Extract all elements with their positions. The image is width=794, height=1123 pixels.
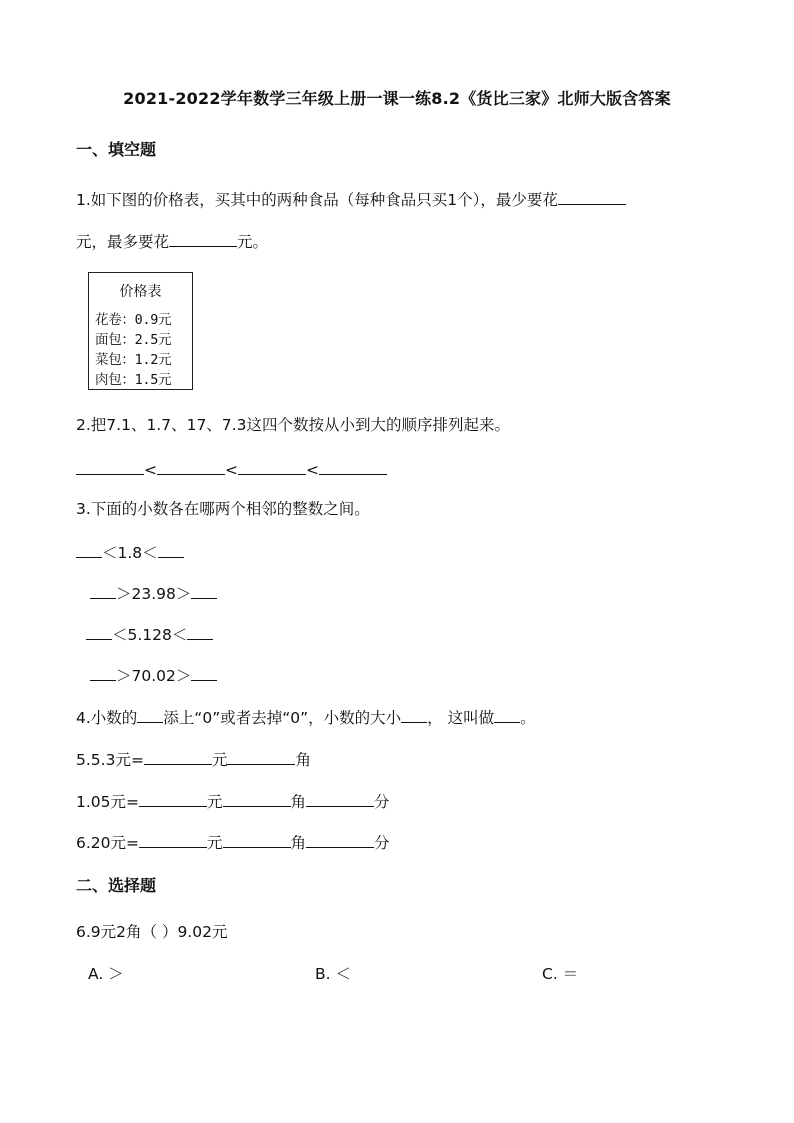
decimal-number: 70.02 [131,667,176,685]
answer-blank[interactable] [137,706,163,723]
unit-jiao: 角 [295,751,311,769]
compare-sign: ＜ [142,544,158,562]
answer-blank[interactable] [319,458,387,475]
question-5-row-2 [76,790,390,812]
question-3-row-4 [90,664,217,686]
question-4-text-b: 添上“0”或者去掉“0”，小数的大小 [163,709,402,727]
page-title: 2021-2022学年数学三年级上册一课一练8.2《货比三家》北师大版含答案 [123,89,671,108]
amount-text: 1.05元= [76,793,139,811]
unit-yuan: 元 [207,793,223,811]
answer-blank[interactable] [227,748,295,765]
question-1-text-2: 元，最多要花 [76,233,170,251]
question-4-text-d: 。 [520,709,536,727]
unit-jiao: 角 [290,834,307,852]
compare-sign: ＞ [175,585,192,603]
option-c[interactable]: C. ＝ [542,965,579,983]
answer-blank[interactable] [76,458,144,475]
amount-text: 5.5.3元= [76,751,144,769]
answer-blank[interactable] [187,623,213,640]
answer-blank[interactable] [158,541,184,558]
price-item: 菜包：1.2元 [95,352,172,368]
price-table [88,272,193,390]
answer-blank[interactable] [558,188,626,205]
unit-fen: 分 [374,793,390,811]
less-than-sign: < [225,461,238,479]
option-a[interactable]: A. ＞ [88,965,124,983]
question-1-line-1 [76,188,626,210]
decimal-number: 23.98 [131,585,176,603]
question-3-row-3 [86,623,213,645]
question-1-text: 1.如下图的价格表，买其中的两种食品（每种食品只买1个），最少要花 [76,191,558,209]
less-than-sign: < [144,461,157,479]
answer-blank[interactable] [401,706,427,723]
answer-blank[interactable] [90,582,116,599]
answer-blank[interactable] [191,582,217,599]
answer-blank[interactable] [191,664,217,681]
question-2-answer-row [76,458,387,480]
answer-blank[interactable] [86,623,112,640]
question-4-line [76,706,536,728]
answer-blank[interactable] [144,748,212,765]
unit-yuan: 元 [207,834,223,852]
answer-blank[interactable] [238,458,306,475]
decimal-number: 1.8 [117,544,143,562]
answer-blank[interactable] [139,831,207,848]
section-heading-multiple-choice: 二、选择题 [76,876,157,895]
decimal-number: 5.128 [127,626,172,644]
unit-yuan: 元 [211,751,228,769]
unit-jiao: 角 [290,793,307,811]
question-5-row-3 [76,831,390,853]
price-table-title: 价格表 [119,284,162,300]
question-4-text-c: ， 这叫做 [427,709,495,727]
question-3-text: 3.下面的小数各在哪两个相邻的整数之间。 [76,500,370,518]
answer-blank[interactable] [90,664,116,681]
question-1-text-3: 元。 [237,233,269,251]
section-heading-fill-blank: 一、填空题 [76,140,157,159]
less-than-sign: < [306,461,319,479]
answer-blank[interactable] [223,790,291,807]
unit-fen: 分 [374,834,390,852]
price-item: 花卷：0.9元 [95,312,172,328]
answer-blank[interactable] [306,831,374,848]
answer-blank[interactable] [139,790,207,807]
compare-sign: ＞ [116,667,132,685]
question-3-row-1 [76,541,184,563]
answer-blank[interactable] [223,831,291,848]
price-item: 面包：2.5元 [95,332,172,348]
compare-sign: ＜ [112,626,128,644]
price-item: 肉包：1.5元 [95,372,172,388]
option-b[interactable]: B. ＜ [315,965,351,983]
question-6-text: 6.9元2角（ ）9.02元 [76,923,228,941]
compare-sign: ＜ [171,626,188,644]
question-4-text-a: 4.小数的 [76,709,138,727]
answer-blank[interactable] [76,541,102,558]
question-3-row-2 [90,582,217,604]
answer-blank[interactable] [157,458,225,475]
compare-sign: ＞ [116,585,132,603]
question-1-line-2 [76,230,268,252]
answer-blank[interactable] [494,706,520,723]
compare-sign: ＜ [102,544,118,562]
question-2-text: 2.把7.1、1.7、17、7.3这四个数按从小到大的顺序排列起来。 [76,416,510,434]
answer-blank[interactable] [169,230,237,247]
question-5-row-1 [76,748,311,770]
compare-sign: ＞ [175,667,192,685]
answer-blank[interactable] [306,790,374,807]
amount-text: 6.20元= [76,834,139,852]
